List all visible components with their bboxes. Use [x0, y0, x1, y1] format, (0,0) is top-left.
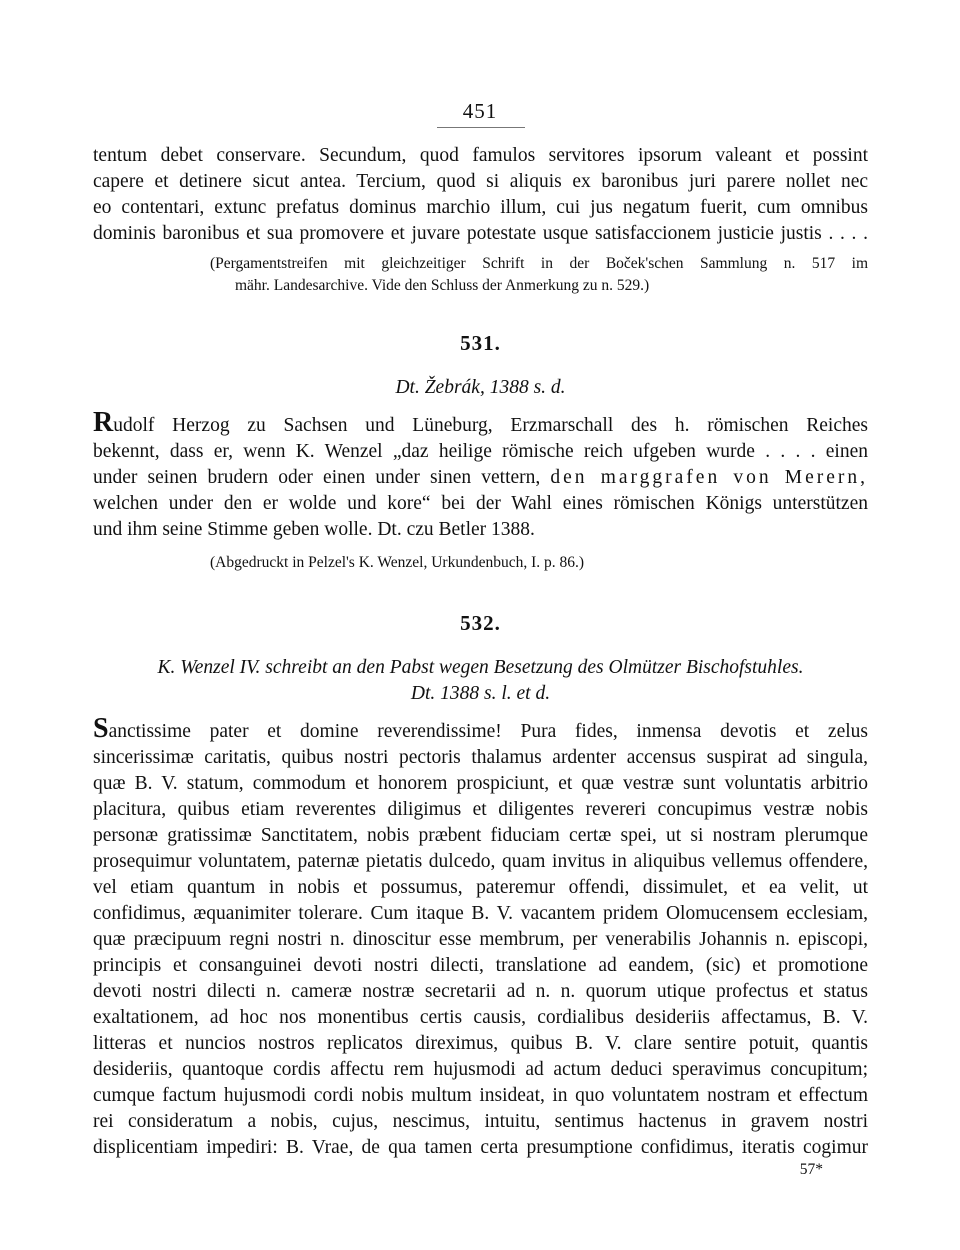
document-531-line-4: welchen under den er wolde und kore“ bei der Wahl eines römischen Königs unterstützen	[93, 493, 868, 514]
top-line-1: tentum debet conservare. Secundum, quod famulos servitores ipsorum valeant et possint	[93, 145, 868, 166]
top-note-line-1: (Pergamentstreifen mit gleichzeitiger Schrift in der Boček'schen Sammlung n. 517 im	[210, 255, 868, 272]
document-532-line: sincerissimæ caritatis, quibus nostri pectoris thalamus ardenter accensus suspirat ad singula,	[93, 747, 868, 768]
document-532-line: desideriis, quantoque cordis affectu rem hujusmodi ad actum deduci speravimus concupitum;	[93, 1059, 868, 1080]
document-532-line: devoti nostri dilecti n. cameræ nostræ secretarii ad n. n. quorum utique profectus et status	[93, 981, 868, 1002]
top-line-3: eo contentari, extunc prefatus dominus marchio illum, cui jus negatum fuerit, cum omnibus	[93, 197, 868, 218]
line-text: udolf Herzog zu Sachsen und Lüneburg, Erzmarschall des h. römischen Reiches	[113, 415, 868, 436]
document-532-line: quæ præcipuum regni nostri n. dinoscitur esse membrum, per venerabilis Johannis n. episcopi,	[93, 929, 868, 950]
document-532-line: rei consideratum a nobis, cujus, nescimus, intuitu, sentimus hactenus in gravem nostri	[93, 1111, 868, 1132]
document-532-line: quæ B. V. statum, commodum et honorem prospiciunt, et quæ vestræ sunt voluntatis arbitrio	[93, 773, 868, 794]
top-line-4: dominis baronibus et sua promovere et juvare potestate usque satisfaccionem justicie justis . . . .	[93, 223, 868, 244]
top-line-2: capere et detinere sicut antea. Tercium, quod si aliquis ex baronibus juri parere nollet nec	[93, 171, 868, 192]
document-532-line: placitura, quibus etiam reverentes diligimus et diligentes revereri concupimus vestræ nobis	[93, 799, 868, 820]
line-text: under seinen brudern oder einen under sinen vettern,	[93, 467, 541, 488]
initial-letter: R	[93, 407, 114, 438]
document-532-dateline: Dt. 1388 s. l. et d.	[410, 683, 551, 704]
document-531-dateline: Dt. Žebrák, 1388 s. d.	[395, 377, 566, 398]
document-532-line: cumque factum hujusmodi cordi nobis multum insideat, in quo voluntatem nostram et effectum	[93, 1085, 868, 1106]
document-531-number: 531.	[460, 331, 501, 355]
document-532-line: vel etiam quantum in nobis et possumus, pateremur offendi, dissimulet, et ea velit, ut	[93, 877, 868, 898]
document-532-title: K. Wenzel IV. schreibt an den Pabst wegen Besetzung des Olmützer Bischofstuhles.	[157, 657, 804, 678]
document-532-line: principis et consanguinei devoti nostri dilecti, translatione ad eandem, (sic) et promotione	[93, 955, 868, 976]
initial-letter: S	[93, 713, 109, 744]
document-531-line-5: und ihm seine Stimme geben wolle. Dt. czu Betler 1388.	[93, 519, 535, 540]
spaced-text: den marggrafen von Merern,	[550, 467, 868, 488]
document-532-line: personæ gratissimæ Sanctitatem, nobis præbent fiduciam certæ spei, ut si nostram plerumque	[93, 825, 868, 846]
page-number: 451	[462, 99, 498, 123]
document-531-note: (Abgedruckt in Pelzel's K. Wenzel, Urkundenbuch, I. p. 86.)	[210, 554, 585, 571]
document-531-line-1	[93, 407, 868, 439]
document-532-line: prosequimur voluntatem, paternæ pietatis dulcedo, quam invitus in aliquibus vellemus offendere,	[93, 851, 868, 872]
folio-signature: 57*	[799, 1161, 823, 1178]
document-531-line-3	[93, 465, 868, 491]
document-532-line: exaltationem, ad hoc nos monentibus certis causis, cordialibus desideriis affectamus, B. V.	[93, 1007, 868, 1028]
document-532-number: 532.	[460, 611, 501, 635]
top-note-line-2: mähr. Landesarchive. Vide den Schluss der Anmerkung zu n. 529.)	[235, 277, 650, 294]
document-532-line: confidimus, æquanimiter tolerare. Cum itaque B. V. vacantem pridem Olomucensem ecclesiam,	[93, 903, 868, 924]
document-532-line: displicentiam impediri: B. Vrae, de qua tamen certa presumptione confidimus, iteratis cogimur	[93, 1137, 868, 1158]
document-531-line-2: bekennt, dass er, wenn K. Wenzel „daz heilige römische reich ufgeben wurde . . . . einen	[93, 441, 868, 462]
document-532-line: litteras et nuncios nostros replicatos direximus, quibus B. V. clare sentire potuit, quantis	[93, 1033, 868, 1054]
page-number-rule	[437, 127, 525, 128]
document-532-line-1	[93, 713, 868, 745]
line-text: anctissime pater et domine reverendissime! Pura fides, inmensa devotis et zelus	[108, 721, 868, 742]
